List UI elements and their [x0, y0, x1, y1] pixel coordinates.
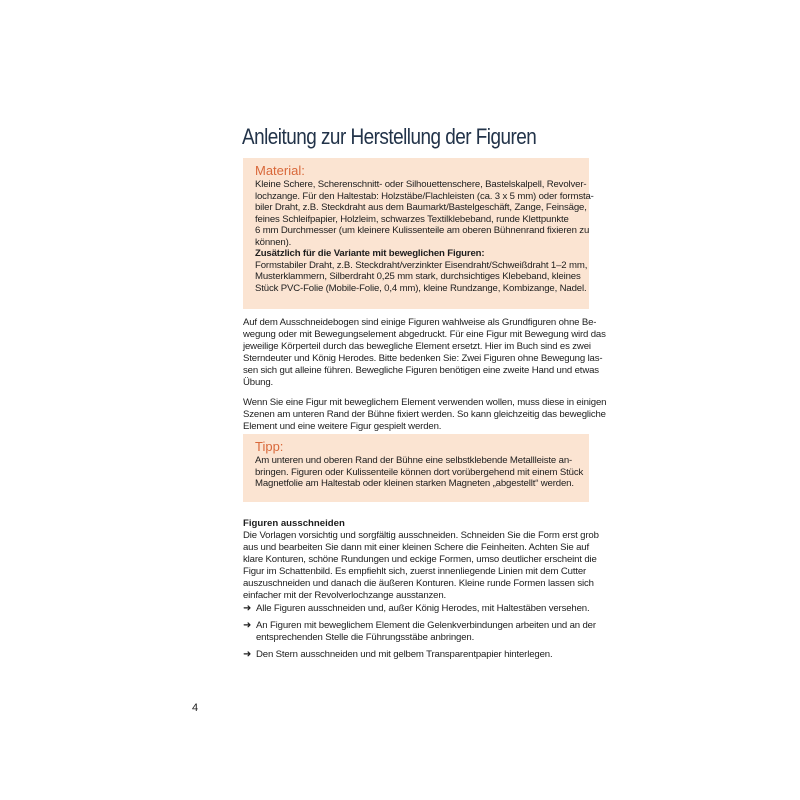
material-line: lochzange. Für den Haltestab: Holzstäbe/Flachleisten (ca. 3 x 5 mm) oder formsta-: [255, 190, 594, 202]
tipp-heading: Tipp:: [255, 439, 284, 454]
list-item: [243, 649, 589, 661]
movable-figure-paragraph: [243, 397, 607, 433]
section-line: aus und bearbeiten Sie dann mit einer kleinen Schere die Feinheiten. Achten Sie auf: [243, 541, 589, 553]
list-item-text: Alle Figuren ausschneiden und, außer König Herodes, mit Haltestäben versehen.: [256, 603, 590, 614]
list-item-text: entsprechenden Stelle die Führungsstäbe anbringen.: [256, 631, 475, 643]
cutting-section: [243, 518, 599, 601]
instruction-list: [243, 603, 596, 666]
list-item-text: Den Stern ausschneiden und mit gelbem Transparentpapier hinterlegen.: [256, 648, 553, 660]
section-line: einfacher mit der Revolverlochzange ausstanzen.: [243, 589, 447, 601]
page-title: Anleitung zur Herstellung der Figuren: [242, 124, 537, 149]
section-line: auszuschneiden und danach die äußeren Konturen. Kleine runde Formen lassen sich: [243, 577, 594, 589]
paragraph-line: jeweilige Körperteil durch das bewegliche Element ersetzt. Hier im Buch sind es zwei: [243, 340, 591, 352]
material-box: [243, 158, 594, 309]
section-heading: Figuren ausschneiden: [243, 518, 345, 529]
tipp-box: [243, 434, 589, 502]
tipp-line: Am unteren und oberen Rand der Bühne eine selbstklebende Metallleiste an-: [255, 455, 573, 466]
material-line: feines Schleifpapier, Holzleim, schwarzes Textilklebeband, runde Klettpunkte: [255, 213, 569, 225]
variant-heading: Zusätzlich für die Variante mit beweglichen Figuren:: [255, 248, 485, 259]
section-line: klare Konturen, schöne Rundungen und eckige Formen, umso deutlicher erscheint die: [243, 553, 597, 565]
section-line: Die Vorlagen vorsichtig und sorgfältig ausschneiden. Schneiden Sie die Form erst grob: [243, 530, 599, 541]
paragraph-line: wegung oder mit Bewegungselement abgedruckt. Für eine Figur mit Bewegung wird das: [243, 328, 606, 340]
paragraph-line: Element und eine weitere Figur gespielt werden.: [243, 420, 442, 432]
arrow-right-icon: ➜: [243, 619, 252, 631]
variant-line: Stück PVC-Folie (Mobile-Folie, 0,4 mm), kleine Rundzange, Kombizange, Nadel.: [255, 282, 587, 294]
material-line: biler Draht, z.B. Steckdraht aus dem Baumarkt/Bastelgeschäft, Zange, Feinsäge,: [255, 202, 587, 213]
paragraph-line: Szenen am unteren Rand der Bühne fixiert werden. So kann gleichzeitig das bewegliche: [243, 408, 606, 420]
tipp-line: bringen. Figuren oder Kulissenteile können dort vorübergehend mit einem Stück: [255, 466, 584, 478]
material-heading: Material:: [255, 163, 305, 178]
intro-paragraph: [243, 317, 606, 388]
list-item-text: An Figuren mit beweglichem Element die Gelenkverbindungen arbeiten und an der: [256, 619, 596, 631]
arrow-right-icon: ➜: [243, 648, 252, 660]
paragraph-line: sen sich gut alleine führen. Bewegliche Figuren benötigen eine zweite Hand und etwas: [243, 364, 599, 376]
arrow-right-icon: ➜: [243, 603, 252, 614]
paragraph-line: Sterndeuter und König Herodes. Bitte bedenken Sie: Zwei Figuren ohne Bewegung las-: [243, 352, 603, 364]
material-line: Kleine Schere, Scherenschnitt- oder Silhouettenschere, Bastelskalpell, Revolver-: [255, 179, 587, 190]
tipp-line: Magnetfolie am Haltestab oder kleinen starken Magneten „abgestellt“ werden.: [255, 478, 574, 489]
variant-line: Musterklammern, Silberdraht 0,25 mm stark, durchsichtiges Klebeband, kleines: [255, 271, 581, 282]
page-number: 4: [192, 702, 199, 714]
list-item: [243, 603, 589, 615]
material-line: 6 mm Durchmesser (um kleinere Kulissenteile am oberen Bühnenrand fixieren zu: [255, 225, 590, 236]
list-item: [243, 619, 596, 644]
section-line: Figur im Schattenbild. Es empfiehlt sich, zuerst innenliegende Linien mit dem Cutter: [243, 565, 587, 577]
paragraph-line: Wenn Sie eine Figur mit beweglichem Element verwenden wollen, muss diese in einigen: [243, 397, 607, 408]
paragraph-line: Übung.: [243, 376, 274, 388]
variant-line: Formstabiler Draht, z.B. Steckdraht/verzinkter Eisendraht/Schweißdraht 1–2 mm,: [255, 259, 588, 271]
paragraph-line: Auf dem Ausschneidebogen sind einige Figuren wahlweise als Grundfiguren ohne Be-: [243, 317, 597, 328]
material-line: können).: [255, 236, 292, 248]
